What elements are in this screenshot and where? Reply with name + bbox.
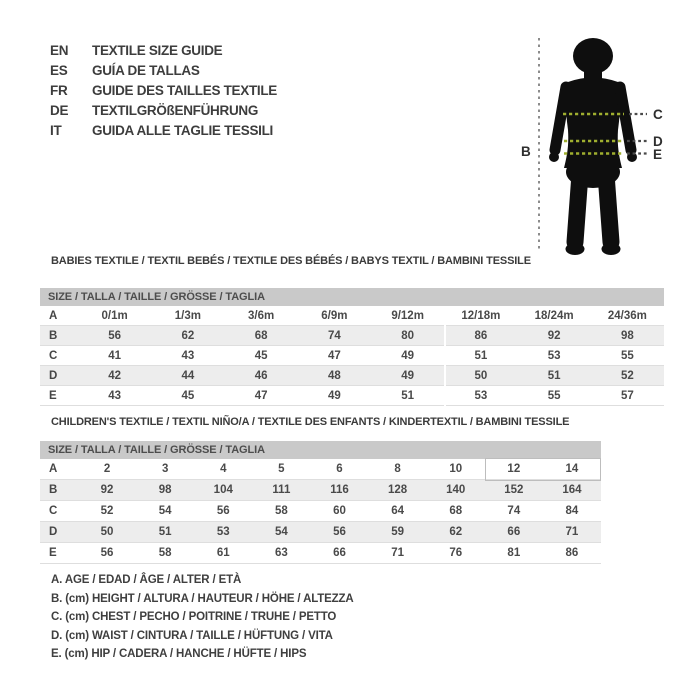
- table-cell: 8: [394, 463, 401, 475]
- row-label: D: [49, 526, 58, 538]
- table-cell: 152: [504, 484, 524, 496]
- legend-item: A. AGE / EDAD / ÂGE / ALTER / ETÀ: [51, 574, 242, 587]
- table-cell: 1/3m: [174, 309, 201, 322]
- table-cell: 140: [446, 484, 466, 496]
- table-cell: 49: [401, 369, 415, 382]
- language-row: [50, 120, 277, 140]
- table-cell: 43: [181, 349, 195, 362]
- table-cell: 63: [274, 547, 288, 559]
- table-cell: 86: [565, 547, 579, 559]
- table-cell: 61: [216, 547, 230, 559]
- table-cell: 47: [254, 389, 268, 402]
- table-cell: 24/36m: [607, 309, 647, 322]
- babies-table-header: SIZE / TALLA / TAILLE / GRÖSSE / TAGLIA: [40, 288, 664, 306]
- language-code: ES: [50, 62, 68, 78]
- children-section-title: CHILDREN'S TEXTILE / TEXTIL NIÑO/A / TEXTILE DES ENFANTS / KINDERTEXTIL / BAMBINI TESSILE: [51, 416, 570, 428]
- table-cell: 71: [391, 547, 404, 559]
- table-cell: 58: [274, 505, 288, 517]
- language-title: GUIDA ALLE TAGLIE TESSILI: [92, 122, 273, 138]
- table-cell: 9/12m: [391, 309, 424, 322]
- table-cell: 92: [547, 329, 561, 342]
- language-title: TEXTILE SIZE GUIDE: [92, 42, 223, 58]
- babies-size-table: [40, 288, 664, 406]
- row-label: C: [49, 349, 58, 362]
- table-row-D: [40, 522, 601, 543]
- table-cell: 52: [100, 505, 114, 517]
- table-cell: 5: [278, 463, 285, 475]
- table-row-E: [40, 543, 601, 564]
- row-label: E: [49, 547, 57, 559]
- table-cell: 41: [108, 349, 122, 362]
- table-cell: 58: [158, 547, 172, 559]
- table-cell: 80: [401, 329, 415, 342]
- table-cell: 55: [547, 389, 561, 402]
- table-cell: 49: [401, 349, 415, 362]
- row-label: C: [49, 505, 58, 517]
- table-cell: 98: [158, 484, 172, 496]
- children-size-table: [40, 441, 601, 564]
- table-cell: 56: [333, 526, 346, 538]
- table-cell: 55: [620, 349, 634, 362]
- children-table-header: SIZE / TALLA / TAILLE / GRÖSSE / TAGLIA: [40, 441, 601, 459]
- row-label: A: [49, 463, 58, 475]
- table-cell: 128: [388, 484, 408, 496]
- row-label: B: [49, 484, 58, 496]
- table-cell: 66: [507, 526, 521, 538]
- table-cell: 12: [507, 463, 521, 475]
- table-cell: 6/9m: [321, 309, 348, 322]
- legend-item: C. (cm) CHEST / PECHO / POITRINE / TRUHE / PETTO: [51, 611, 337, 624]
- table-cell: 49: [327, 389, 341, 402]
- height-label: B: [521, 144, 531, 159]
- language-code: DE: [50, 102, 69, 118]
- table-cell: 116: [330, 484, 349, 496]
- row-label: B: [49, 329, 58, 342]
- row-label: E: [49, 389, 57, 402]
- table-cell: 50: [474, 369, 488, 382]
- table-cell: 51: [158, 526, 172, 538]
- table-cell: 86: [474, 329, 488, 342]
- legend-item: D. (cm) WAIST / CINTURA / TAILLE / HÜFTUNG / VITA: [51, 629, 333, 642]
- table-row-B: [40, 480, 601, 501]
- table-cell: 74: [507, 505, 521, 517]
- table-cell: 6: [336, 463, 343, 475]
- table-cell: 56: [216, 505, 230, 517]
- table-cell: 71: [565, 526, 579, 538]
- table-cell: 3: [161, 463, 169, 475]
- column-separator: [444, 306, 446, 407]
- table-cell: 164: [562, 484, 582, 496]
- table-row-C: [40, 346, 664, 366]
- language-list: [50, 40, 277, 140]
- table-cell: 4: [220, 463, 227, 475]
- table-row-B: [40, 326, 664, 346]
- table-cell: 48: [327, 369, 341, 382]
- table-cell: 52: [620, 369, 634, 382]
- table-cell: 56: [108, 329, 122, 342]
- table-cell: 12/18m: [461, 309, 501, 322]
- hip-label: E: [653, 147, 663, 162]
- table-cell: 2: [103, 463, 111, 475]
- waist-label: D: [653, 134, 663, 149]
- table-cell: 92: [100, 484, 114, 496]
- table-cell: 76: [449, 547, 463, 559]
- language-code: FR: [50, 82, 68, 98]
- table-cell: 68: [254, 329, 268, 342]
- row-label: A: [49, 309, 58, 322]
- babies-section-title: BABIES TEXTILE / TEXTIL BEBÉS / TEXTILE DES BÉBÉS / BABYS TEXTIL / BAMBINI TESSILE: [51, 255, 531, 267]
- table-cell: 68: [449, 505, 463, 517]
- table-cell: 54: [274, 526, 288, 538]
- table-cell: 45: [254, 349, 268, 362]
- table-cell: 84: [565, 505, 579, 517]
- table-cell: 44: [181, 369, 195, 382]
- language-row: [50, 100, 277, 120]
- table-cell: 56: [100, 547, 114, 559]
- table-cell: 0/1m: [101, 309, 128, 322]
- table-cell: 18/24m: [534, 309, 574, 322]
- table-row-C: [40, 501, 601, 522]
- table-cell: 3/6m: [248, 309, 275, 322]
- table-cell: 74: [327, 329, 341, 342]
- table-cell: 46: [254, 369, 268, 382]
- table-cell: 53: [547, 349, 561, 362]
- language-row: [50, 80, 277, 100]
- table-cell: 14: [565, 463, 579, 475]
- table-cell: 50: [100, 526, 114, 538]
- table-cell: 64: [391, 505, 404, 517]
- table-cell: 66: [333, 547, 346, 559]
- language-code: EN: [50, 42, 69, 58]
- legend-item: B. (cm) HEIGHT / ALTURA / HAUTEUR / HÖHE / ALTEZZA: [51, 592, 354, 605]
- table-cell: 53: [474, 389, 488, 402]
- table-cell: 51: [547, 369, 561, 382]
- legend-item: E. (cm) HIP / CADERA / HANCHE / HÜFTE / HIPS: [51, 648, 307, 661]
- table-cell: 57: [620, 389, 634, 402]
- table-cell: 43: [108, 389, 122, 402]
- language-row: [50, 40, 277, 60]
- chest-label: C: [653, 107, 663, 122]
- table-cell: 51: [474, 349, 488, 362]
- table-cell: 81: [507, 547, 521, 559]
- table-row-D: [40, 366, 664, 386]
- row-label: D: [49, 369, 58, 382]
- table-cell: 54: [158, 505, 172, 517]
- child-silhouette-icon: [549, 38, 637, 255]
- table-cell: 62: [181, 329, 195, 342]
- table-cell: 47: [327, 349, 341, 362]
- table-cell: 45: [181, 389, 195, 402]
- table-cell: 59: [391, 526, 404, 538]
- table-cell: 60: [333, 505, 346, 517]
- language-code: IT: [50, 122, 62, 138]
- table-cell: 98: [620, 329, 634, 342]
- table-cell: 10: [449, 463, 463, 475]
- language-row: [50, 60, 277, 80]
- language-title: GUÍA DE TALLAS: [92, 62, 200, 78]
- measurement-figure: [500, 22, 680, 262]
- table-cell: 104: [213, 484, 233, 496]
- language-title: TEXTILGRÖßENFÜHRUNG: [92, 102, 259, 118]
- table-cell: 42: [108, 369, 122, 382]
- measurement-legend: [51, 571, 354, 664]
- table-row-A: [40, 459, 601, 480]
- language-title: GUIDE DES TAILLES TEXTILE: [92, 82, 278, 98]
- table-cell: 53: [216, 526, 230, 538]
- table-cell: 62: [449, 526, 463, 538]
- table-cell: 51: [401, 389, 415, 402]
- table-row-E: [40, 386, 664, 406]
- table-cell: 111: [272, 484, 291, 496]
- table-row-A: [40, 306, 664, 326]
